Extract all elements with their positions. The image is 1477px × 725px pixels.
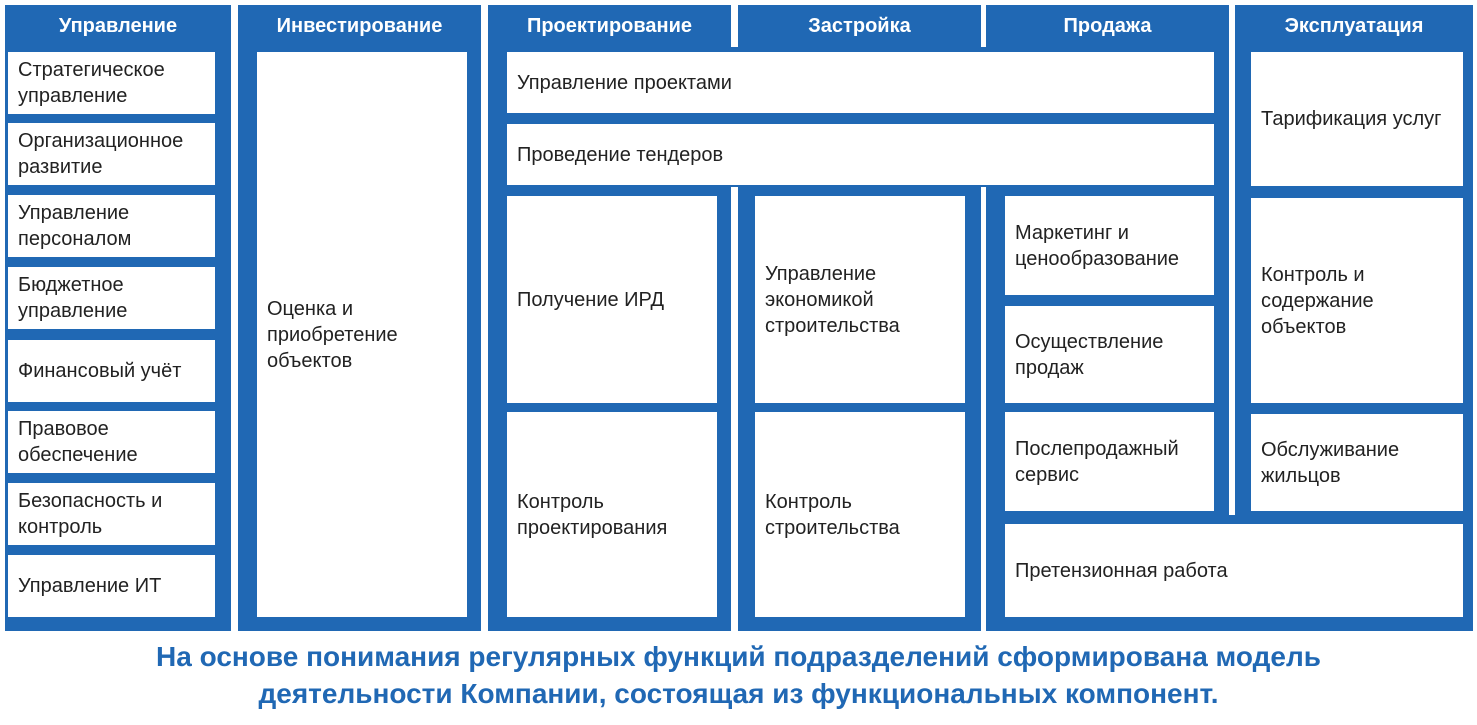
function-box-residents: Обслуживание жильцов bbox=[1251, 414, 1463, 511]
function-box-budget: Бюджетное управление bbox=[8, 267, 215, 329]
header-ekspluatatsiya: Эксплуатация bbox=[1235, 5, 1473, 47]
function-box-org-development: Организационное развитие bbox=[8, 123, 215, 185]
function-box-legal: Правовое обеспечение bbox=[8, 411, 215, 473]
function-box-claims: Претензионная работа bbox=[1005, 524, 1463, 617]
function-box-hr: Управление персоналом bbox=[8, 195, 215, 257]
function-box-tenders: Проведение тендеров bbox=[507, 124, 1214, 185]
function-box-construction-economics: Управление экономикой строительства bbox=[755, 196, 965, 403]
footer-line-2: деятельности Компании, состоящая из функциональных компонент. bbox=[258, 678, 1219, 709]
function-box-accounting: Финансовый учёт bbox=[8, 340, 215, 402]
function-box-construction-control: Контроль строительства bbox=[755, 412, 965, 617]
header-prodazha: Продажа bbox=[986, 5, 1229, 47]
function-box-after-sales: Послепродажный сервис bbox=[1005, 412, 1214, 511]
header-investirovanie: Инвестирование bbox=[238, 5, 481, 47]
header-upravlenie: Управление bbox=[5, 5, 231, 47]
function-box-marketing: Маркетинг и ценообразование bbox=[1005, 196, 1214, 295]
function-box-design-control: Контроль проектирования bbox=[507, 412, 717, 617]
function-box-maintenance: Контроль и содержание объектов bbox=[1251, 198, 1463, 403]
function-box-it: Управление ИТ bbox=[8, 555, 215, 617]
function-box-security: Безопасность и контроль bbox=[8, 483, 215, 545]
function-box-ird: Получение ИРД bbox=[507, 196, 717, 403]
function-box-tariffs: Тарификация услуг bbox=[1251, 52, 1463, 186]
header-zastroyka: Застройка bbox=[738, 5, 981, 47]
header-proektirovanie: Проектирование bbox=[488, 5, 731, 47]
function-box-assessment: Оценка и приобретение объектов bbox=[257, 52, 467, 617]
function-box-project-management: Управление проектами bbox=[507, 52, 1214, 113]
function-box-strategic: Стратегическое управление bbox=[8, 52, 215, 114]
footer-line-1: На основе понимания регулярных функций подразделений сформирована модель bbox=[156, 641, 1321, 672]
function-box-sales: Осуществление продаж bbox=[1005, 306, 1214, 403]
